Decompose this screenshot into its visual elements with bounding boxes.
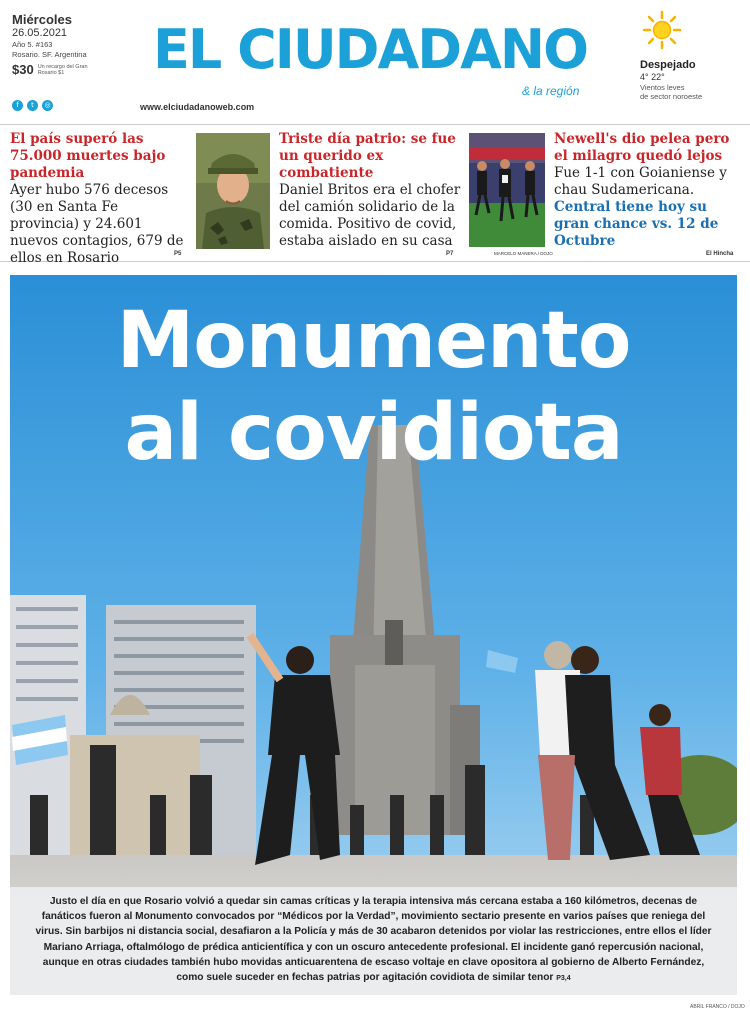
masthead <box>0 0 750 124</box>
football-photo <box>469 133 545 247</box>
photo-credit: MARCELO MANERA / DOJO <box>494 251 553 256</box>
weather-temps: 4° 22° <box>640 72 665 82</box>
main-caption <box>10 887 737 995</box>
teaser-strip <box>0 124 750 266</box>
price: $30 <box>12 62 34 77</box>
price-row <box>12 62 122 77</box>
day-label: Miércoles <box>12 12 72 27</box>
main-photo-credit: ABRIL FRANCO / DOJO <box>690 1004 745 1010</box>
location-label: Rosario. SF. Argentina <box>12 50 87 59</box>
teaser-extra: Central tiene hoy su gran chance vs. 12 de Octubre <box>554 199 719 249</box>
logo-subtitle: & la región <box>522 84 580 98</box>
headline-line-1: Monumento <box>116 296 631 386</box>
page-ref: P5 <box>174 251 182 257</box>
teaser-newells[interactable] <box>554 131 744 250</box>
weather-condition: Despejado <box>640 59 696 71</box>
teaser-body: Ayer hubo 576 decesos (30 en Santa Fe provincia) y 24.601 nuevos contagios, 679 de ellos en Rosario <box>10 182 184 266</box>
facebook-icon[interactable]: f <box>12 100 23 111</box>
newspaper-logo: EL CIUDADANO <box>153 18 587 81</box>
headline-line-2: al covidiota <box>124 388 623 478</box>
main-photo <box>10 275 737 995</box>
teaser-veteran[interactable] <box>279 131 465 250</box>
price-note: Un recargo del Gran Rosario $1 <box>37 63 88 76</box>
website-link[interactable]: www.elciudadanoweb.com <box>140 102 255 112</box>
teaser-pandemic[interactable] <box>10 131 188 267</box>
date-label: 26.05.2021 <box>12 27 68 39</box>
page-ref: El Hincha <box>706 251 734 257</box>
veteran-photo <box>196 133 270 249</box>
social-links <box>12 100 53 111</box>
main-headline <box>10 295 737 479</box>
weather-box <box>640 10 740 101</box>
weather-wind-2: de sector noroeste <box>640 92 703 101</box>
sun-icon <box>642 10 682 50</box>
page-ref: P7 <box>446 251 454 257</box>
teaser-body: Fue 1-1 con Goianiense y chau Sudamericana. <box>554 165 727 198</box>
instagram-icon[interactable]: ◎ <box>42 100 53 111</box>
teaser-headline: Triste día patrio: se fue un querido ex combatiente <box>279 131 456 181</box>
teaser-headline: Newell's dio pelea pero el milagro quedó lejos <box>554 131 730 164</box>
twitter-icon[interactable]: t <box>27 100 38 111</box>
issue-number: Año 5. #163 <box>12 40 53 49</box>
caption-text: Justo el día en que Rosario volvió a quedar sin camas críticas y la terapia intensiva más cercana estaba a 160 kilómetros, decenas de fanáticos fueron al Monumento convocados por “Médicos por la Verdad”, movimiento sectario presente en varios países que reniega del virus. Sin barbijos ni distancia social, desafiaron a la Policía y más de 30 acabaron detenidos por violar las restricciones, entre ellos el líder Mariano Arriaga, oftalmólogo de prédica anticientífica y con un oscuro antecedente profesional. El incidente ganó repercusión nacional, aunque en otras ciudades también hubo movidas anticuarentena de escaso voltaje en clave opositora al gobierno de Alberto Fernández, como suele suceder en fechas patrias por agitación covidiota de similar tenor <box>35 896 712 984</box>
teaser-body: Daniel Britos era el chofer del camión solidario de la comida. Positivo de covid, estaba aislado en su casa <box>279 182 461 249</box>
date-block <box>12 12 122 77</box>
teaser-headline: El país superó las 75.000 muertes bajo pandemia <box>10 131 166 181</box>
caption-page-ref: P3,4 <box>556 975 571 983</box>
weather-wind-1: Vientos leves <box>640 83 685 92</box>
